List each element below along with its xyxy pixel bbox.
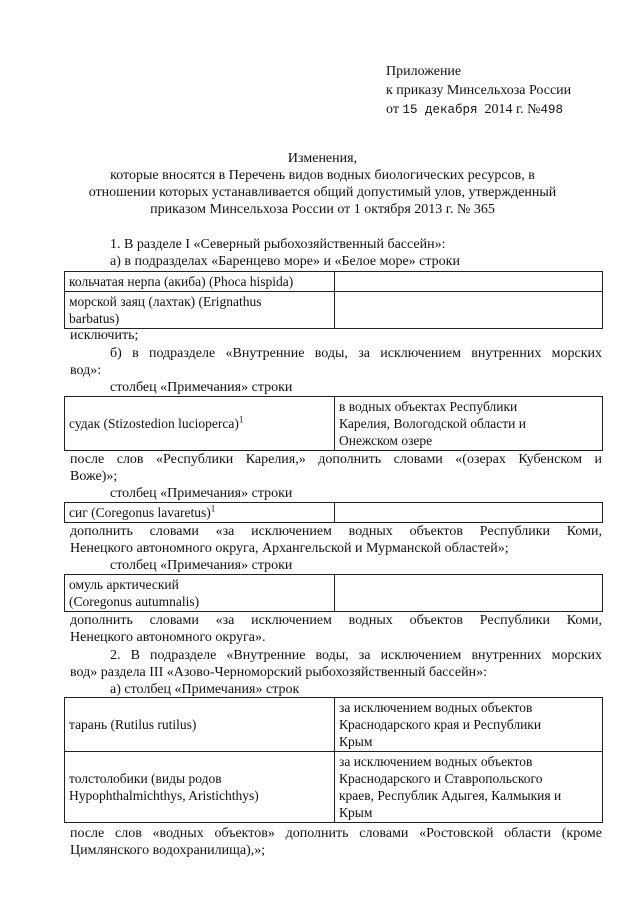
cell-line: (Coregonus autumnalis) (69, 594, 200, 609)
table-cell: тарань (Rutilus rutilus) (65, 698, 335, 752)
cell-line: в водных объектах Республики (339, 399, 518, 414)
order-date: 15 декабря (402, 103, 478, 117)
number-sign: № (527, 102, 541, 117)
date-prefix: от (386, 102, 399, 117)
section-1-heading: 1. В разделе I «Северный рыбохозяйственный бассейн»: (110, 237, 446, 252)
section-2-line-1: 2. В подразделе «Внутренние воды, за исключением внутренних морских (110, 648, 602, 663)
table-4 (64, 574, 603, 612)
cell-line: толстолобики (виды родов (69, 771, 222, 786)
table-cell (335, 397, 603, 451)
table-cell: кольчатая нерпа (акиба) (Phoca hispida) (65, 272, 335, 292)
table-cell (65, 292, 335, 329)
cell-line: Краснодарского и Ставропольского (339, 771, 543, 786)
after-text-1-line-1: после слов «Республики Карелия,» дополнить словами «(озерах Кубенском и (70, 452, 602, 467)
order-number: 498 (540, 103, 563, 117)
footnote-mark: 1 (210, 503, 216, 514)
order-year: 2014 г. (484, 102, 524, 117)
table-cell (65, 397, 335, 451)
exclude-text: исключить; (70, 328, 139, 343)
section-1b-line-2: вод»: (70, 363, 102, 378)
cell-line: Hypophthalmichthys, Aristichthys) (69, 788, 259, 803)
title-line-4: приказом Минсельхоза России от 1 октября 2013 г. № 365 (150, 202, 495, 217)
appendix-label: Приложение (386, 64, 462, 79)
column-notes-2: столбец «Примечания» строки (110, 486, 293, 501)
document-title (70, 150, 575, 218)
table-cell (335, 292, 603, 329)
section-1a: а) в подразделах «Баренцево море» и «Белое море» строки (110, 254, 460, 269)
cell-line: морской заяц (лахтак) (Erignathus (69, 294, 262, 309)
cell-line: Карелия, Вологодской области и (339, 416, 526, 431)
cell-line: краев, Республик Адыгея, Калмыкия и (339, 788, 562, 803)
title-line-2: которые вносятся в Перечень видов водных биологических ресурсов, в (110, 168, 535, 183)
add-text-1-line-1: дополнить словами «за исключением водных объектов Республики Коми, (70, 524, 602, 539)
table-cell (335, 272, 603, 292)
table-3 (64, 502, 603, 523)
footnote-mark: 1 (238, 414, 244, 425)
cell-line: Крым (339, 805, 373, 820)
table-5 (64, 697, 603, 823)
table-cell (335, 575, 603, 612)
column-notes-1: столбец «Примечания» строки (110, 380, 293, 395)
table-row (65, 503, 603, 523)
section-2-line-2: вод» раздела III «Азово-Черноморский рыбохозяйственный бассейн»: (70, 665, 487, 680)
table-cell (335, 503, 603, 523)
after-text-1-line-2: Воже)»; (70, 469, 118, 484)
table-row (65, 752, 603, 823)
section-1b-line-1: б) в подразделе «Внутренние воды, за исключением внутренних морских (110, 346, 602, 361)
order-reference: к приказу Минсельхоза России (386, 83, 572, 98)
table-row (65, 698, 603, 752)
cell-line: Крым (339, 734, 373, 749)
table-cell (65, 575, 335, 612)
order-date-line (386, 100, 626, 120)
add-text-1-line-2: Ненецкого автономного округа, Архангельской и Мурманской областей»; (70, 541, 509, 556)
cell-line: Краснодарского края и Республики (339, 717, 542, 732)
appendix-header (386, 62, 626, 120)
table-1 (64, 271, 603, 329)
cell-line: омуль арктический (69, 577, 179, 592)
add-text-2-line-1: дополнить словами «за исключением водных объектов Республики Коми, (70, 613, 602, 628)
table-row (65, 292, 603, 329)
table-cell (335, 752, 603, 823)
table-cell (335, 698, 603, 752)
species-name: сиг (Coregonus lavaretus) (69, 505, 211, 520)
cell-line: barbatus) (69, 311, 120, 326)
table-row (65, 575, 603, 612)
column-notes-3: столбец «Примечания» строки (110, 558, 293, 573)
cell-line: за исключением водных объектов (339, 700, 533, 715)
table-cell (65, 503, 335, 523)
table-2 (64, 396, 603, 451)
table-cell (65, 752, 335, 823)
table-row (65, 272, 603, 292)
after-text-2-line-2: Цимлянского водохранилища),»; (70, 843, 266, 858)
title-line-1: Изменения, (287, 151, 358, 166)
after-text-2-line-1: после слов «водных объектов» дополнить словами «Ростовской области (кроме (70, 826, 602, 841)
species-name: судак (Stizostedion lucioperca) (69, 416, 239, 431)
table-row (65, 397, 603, 451)
cell-line: Онежском озере (339, 433, 433, 448)
add-text-2-line-2: Ненецкого автономного округа». (70, 630, 266, 645)
cell-line: за исключением водных объектов (339, 754, 533, 769)
title-line-3: отношении которых устанавливается общий допустимый улов, утвержденный (88, 185, 557, 200)
section-2a: а) столбец «Примечания» строк (110, 682, 300, 697)
